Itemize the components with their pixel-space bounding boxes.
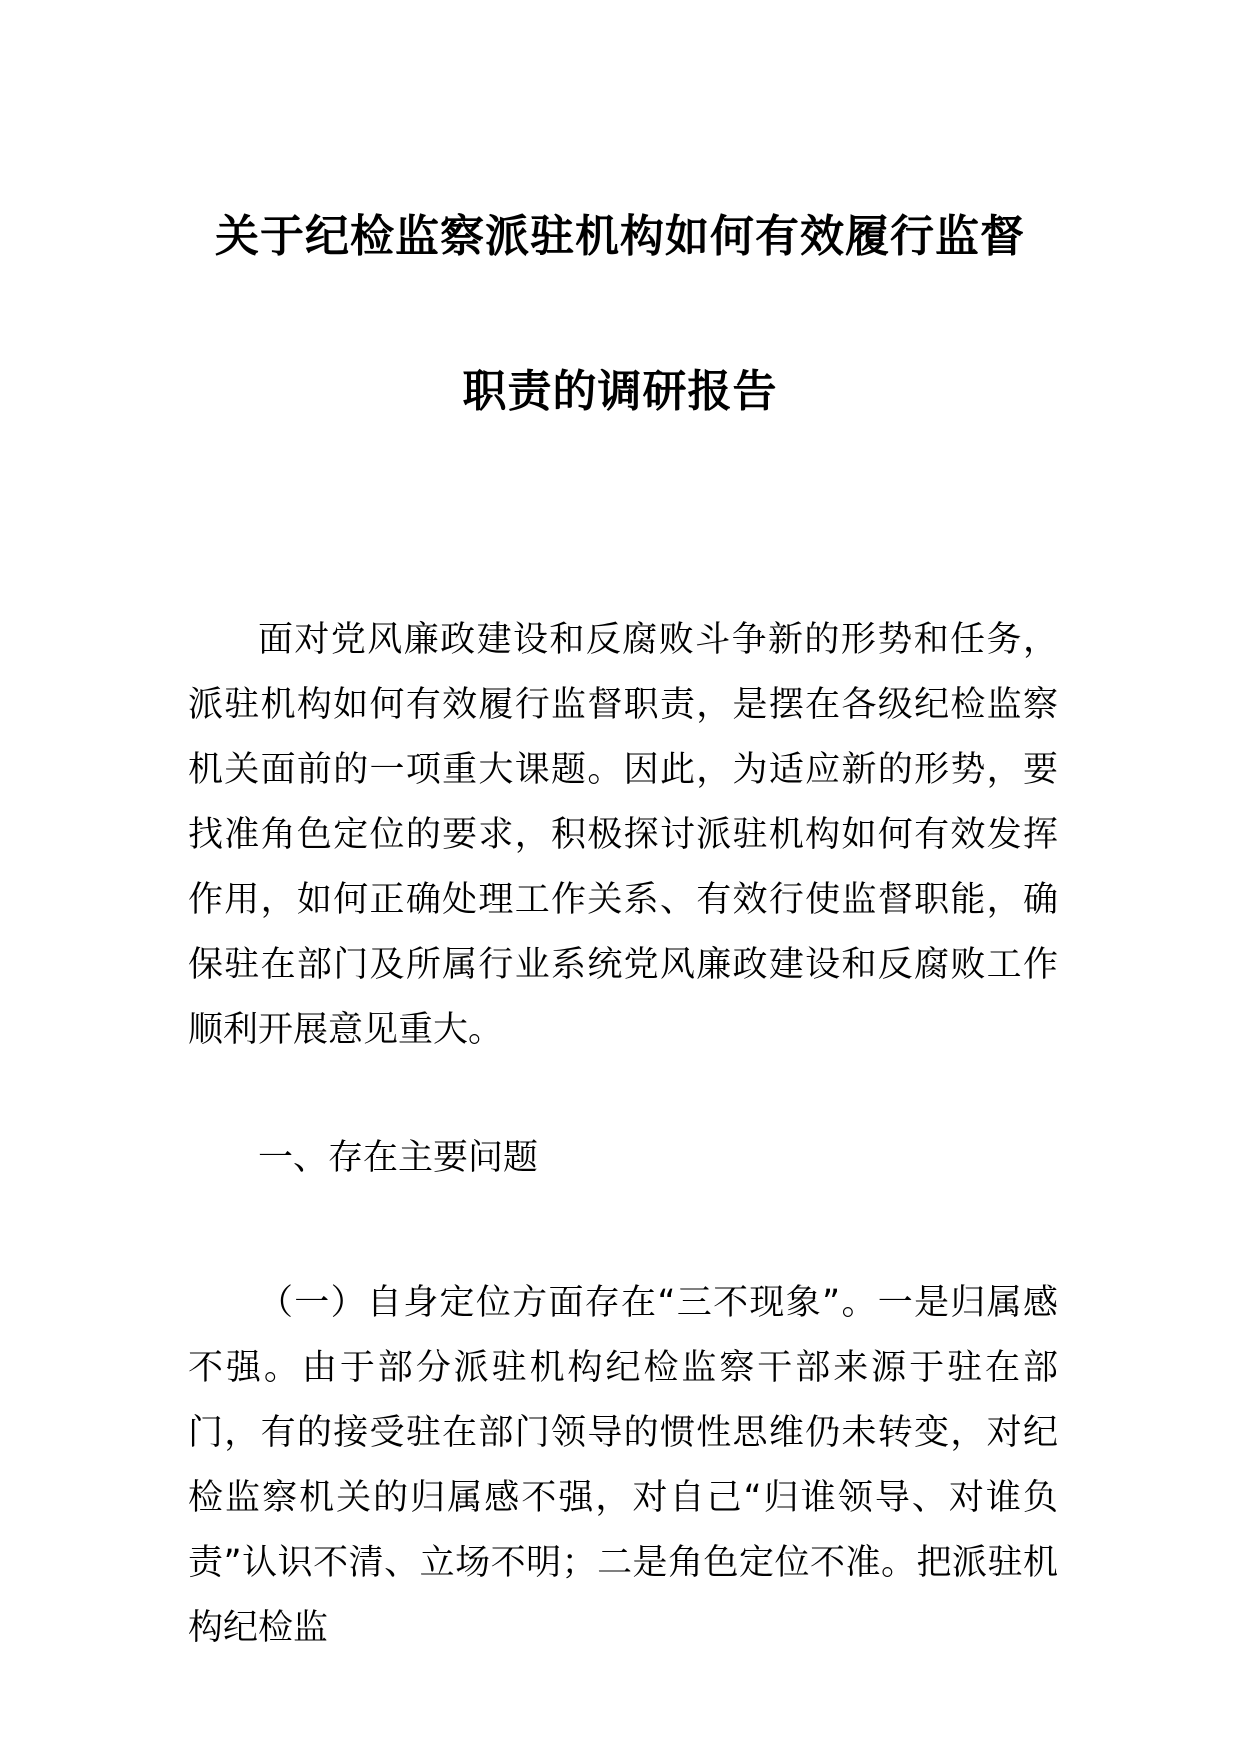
document-title-line-2: 职责的调研报告 — [462, 366, 778, 417]
section-paragraph: （一）自身定位方面存在“三不现象”。一是归属感不强。由于部分派驻机构纪检监察干部来源于驻在部门，有的接受驻在部门领导的惯性思维仍未转变，对纪检监察机关的归属感不强，对自己“归谁领导、对谁负责”认识不清、立场不明；二是角色定位不准。把派驻机构纪检监 — [188, 1283, 1058, 1648]
document-title-line-1: 关于纪检监察派驻机构如何有效履行监督 — [215, 211, 1025, 262]
intro-paragraph: 面对党风廉政建设和反腐败斗争新的形势和任务，派驻机构如何有效履行监督职责，是摆在各级纪检监察机关面前的一项重大课题。因此，为适应新的形势，要找准角色定位的要求，积极探讨派驻机构如何有效发挥作用，如何正确处理工作关系、有效行使监督职能，确保驻在部门及所属行业系统党风廉政建设和反腐败工作顺利开展意见重大。 — [188, 620, 1058, 1050]
section-heading: 一、存在主要问题 — [258, 1138, 539, 1178]
